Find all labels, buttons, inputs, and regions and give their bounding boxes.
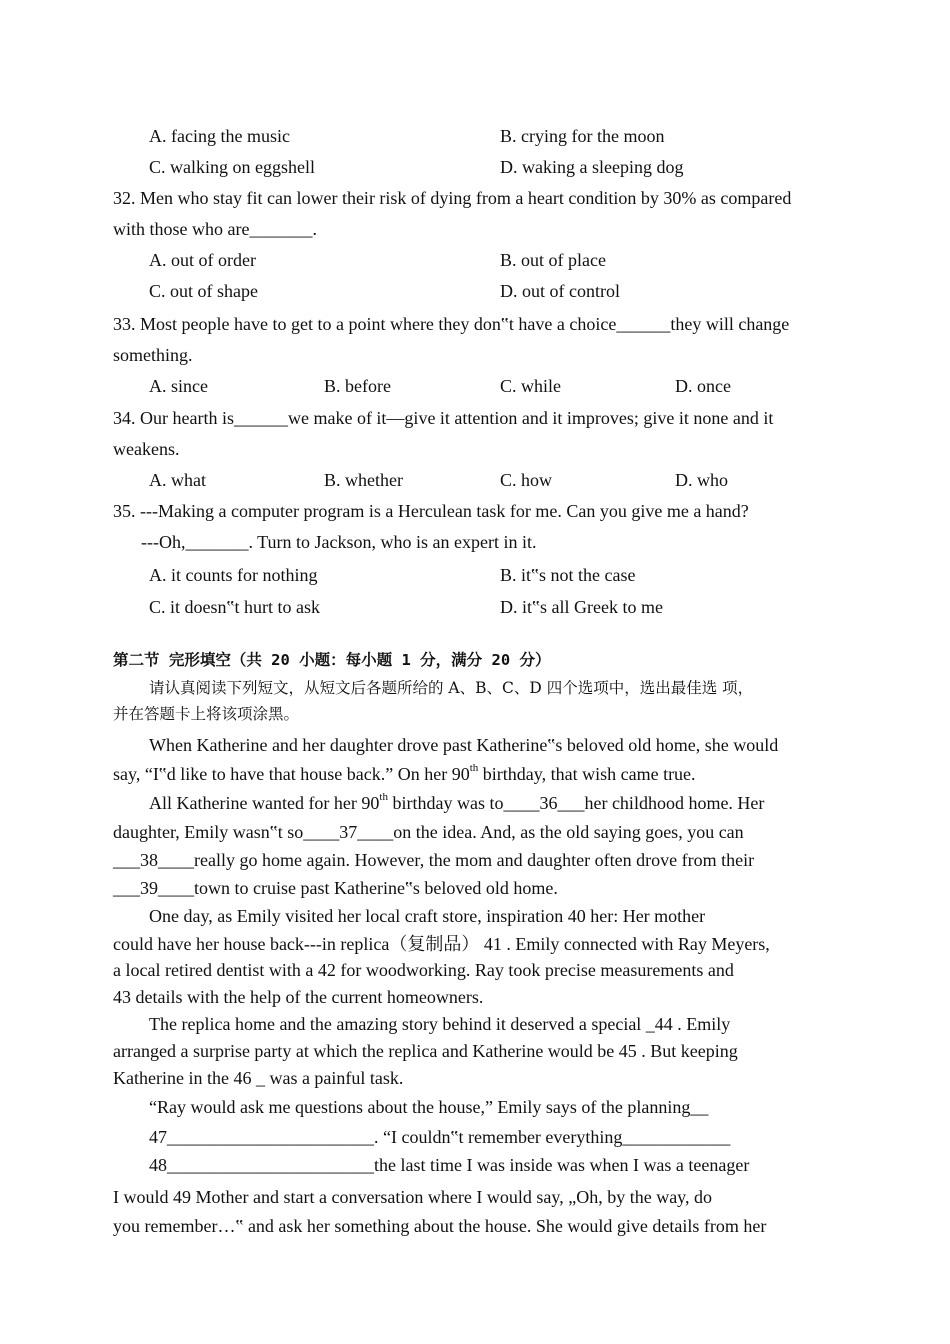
passage-p2-line2: daughter, Emily wasn‟t so____37____on the idea. And, as the old saying goes, you can (113, 822, 744, 842)
passage-p5-line2: 47_______________________. “I couldn‟t remember everything____________ (149, 1127, 731, 1147)
section2-heading: 第二节 完形填空（共 20 小题：每小题 1 分，满分 20 分） (113, 651, 551, 669)
q33-option-d: D. once (675, 376, 731, 396)
passage-p4-line1: The replica home and the amazing story behind it deserved a special _44 . Emily (149, 1014, 731, 1034)
q35-option-d: D. it‟s all Greek to me (500, 597, 663, 617)
q32-option-b: B. out of place (500, 250, 606, 270)
q33-stem-line1: 33. Most people have to get to a point where they don‟t have a choice______they will change (113, 314, 790, 334)
passage-p3-line1: One day, as Emily visited her local craft store, inspiration 40 her: Her mother (149, 906, 706, 926)
passage-p5-line3: 48_______________________the last time I was inside was when I was a teenager (149, 1155, 750, 1175)
q35-stem-line2: ---Oh,_______. Turn to Jackson, who is an expert in it. (141, 532, 537, 552)
q34-option-b: B. whether (324, 470, 403, 490)
passage-p5-line1: “Ray would ask me questions about the house,” Emily says of the planning__ (149, 1097, 709, 1117)
q34-option-d: D. who (675, 470, 728, 490)
q31-option-a: A. facing the music (149, 126, 290, 146)
passage-p3-line3: a local retired dentist with a 42 for woodworking. Ray took precise measurements and (113, 960, 734, 980)
q31-option-b: B. crying for the moon (500, 126, 665, 146)
q32-option-d: D. out of control (500, 281, 620, 301)
passage-p5-line4: I would 49 Mother and start a conversation where I would say, „Oh, by the way, do (113, 1187, 713, 1207)
passage-p5-line5: you remember…‟ and ask her something about the house. She would give details from her (113, 1216, 767, 1236)
q34-option-a: A. what (149, 470, 206, 490)
q35-option-c: C. it doesn‟t hurt to ask (149, 597, 320, 617)
q32-option-a: A. out of order (149, 250, 256, 270)
q33-option-b: B. before (324, 376, 391, 396)
q31-option-c: C. walking on eggshell (149, 157, 315, 177)
q33-option-c: C. while (500, 376, 561, 396)
passage-p1-line2: say, “I‟d like to have that house back.” On her 90th birthday, that wish came true. (113, 762, 696, 784)
q34-stem-line1: 34. Our hearth is______we make of it—give it attention and it improves; give it none and it (113, 408, 774, 428)
passage-p4-line2: arranged a surprise party at which the replica and Katherine would be 45 . But keeping (113, 1041, 738, 1061)
section2-instruction-line2: 并在答题卡上将该项涂黑。 (113, 705, 300, 723)
passage-p2-line3: ___38____really go home again. However, the mom and daughter often drove from their (113, 850, 755, 870)
q31-option-d: D. waking a sleeping dog (500, 157, 684, 177)
q35-option-a: A. it counts for nothing (149, 565, 318, 585)
q34-option-c: C. how (500, 470, 553, 490)
ordinal-suffix: th (469, 762, 479, 774)
passage-p3-line2: could have her house back---in replica（复制品） 41 . Emily connected with Ray Meyers, (113, 934, 770, 954)
passage-p4-line3: Katherine in the 46 _ was a painful task. (113, 1068, 404, 1088)
q33-option-a: A. since (149, 376, 208, 396)
passage-p2-line1: All Katherine wanted for her 90th birthday was to____36___her childhood home. Her (149, 791, 765, 813)
passage-p2-line4: ___39____town to cruise past Katherine‟s beloved old home. (113, 878, 558, 898)
q32-stem-line1: 32. Men who stay fit can lower their risk of dying from a heart condition by 30% as compared (113, 188, 792, 208)
q32-option-c: C. out of shape (149, 281, 258, 301)
section2-instruction-line1: 请认真阅读下列短文，从短文后各题所给的 A、B、C、D 四个选项中，选出最佳选 项， (149, 679, 754, 697)
ordinal-suffix: th (379, 791, 388, 803)
q32-stem-line2: with those who are_______. (113, 219, 317, 239)
passage-p1-line1: When Katherine and her daughter drove past Katherine‟s beloved old home, she would (149, 735, 779, 755)
passage-p3-line4: 43 details with the help of the current homeowners. (113, 987, 484, 1007)
q34-stem-line2: weakens. (113, 439, 180, 459)
q33-stem-line2: something. (113, 345, 193, 365)
q35-stem-line1: 35. ---Making a computer program is a Herculean task for me. Can you give me a hand? (113, 501, 749, 521)
q35-option-b: B. it‟s not the case (500, 565, 636, 585)
